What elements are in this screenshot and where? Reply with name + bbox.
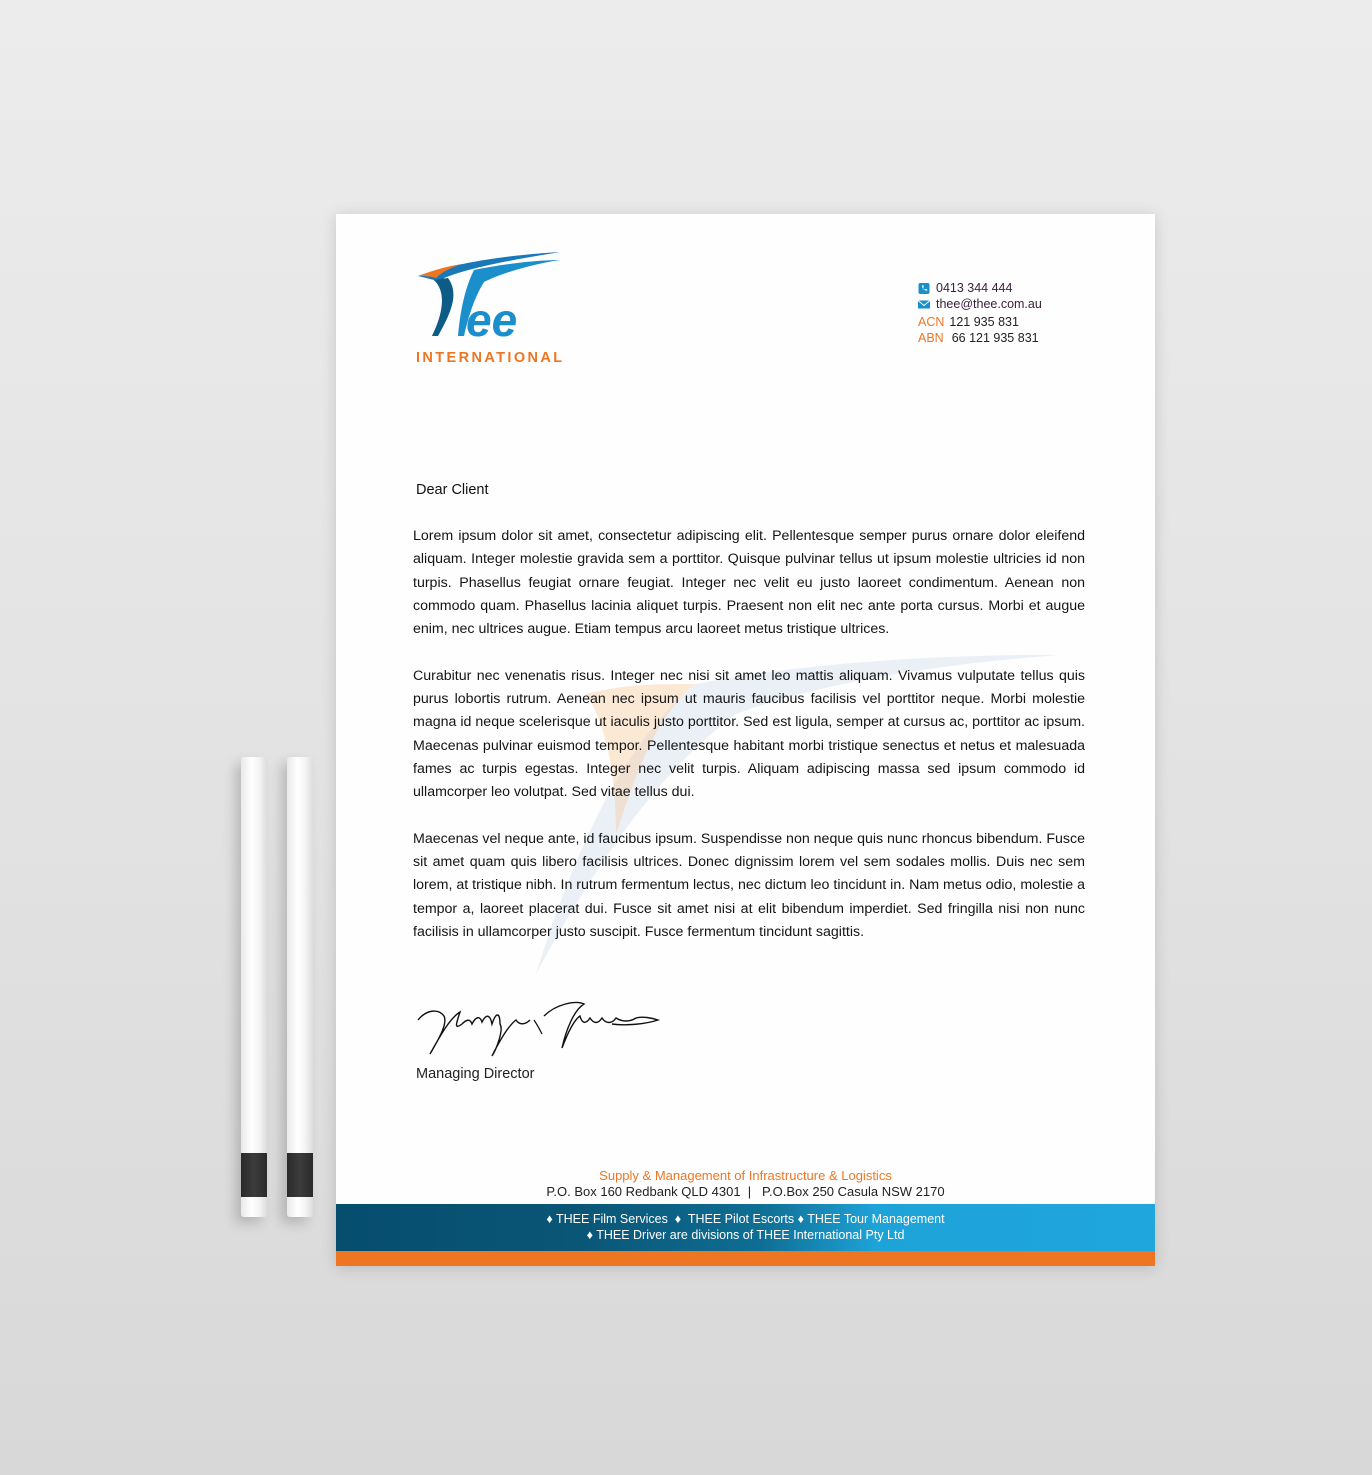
paragraph: Lorem ipsum dolor sit amet, consectetur adipiscing elit. Pellentesque semper purus ornare dolor eleifend aliquam. Integer molestie gravida sem a porttitor. Quisque pulvinar tellus ut ipsum molestie ultricies id non turpis. Phasellus feugiat ornare feugiat. Integer nec velit eu justo laoreet condimentum. Aenean non commodo quam. Phasellus lacinia aliquet turpis. Praesent non elit nec ante porta cursus. Morbi et augue enim, nec ultrices augue. Etiam tempus arcu laoreet metus tristique ultrices.	[413, 528, 1085, 638]
svg-text:ee: ee	[466, 294, 518, 346]
phone-number[interactable]: 0413 344 444	[936, 281, 1013, 295]
pen-band	[287, 1153, 313, 1197]
letterhead-page	[336, 214, 1155, 1266]
email-row	[918, 296, 1042, 312]
signer-title: Managing Director	[416, 1066, 535, 1082]
paragraph: Curabitur nec venenatis risus. Integer nec nisi sit amet leo mattis aliquam. Vivamus vulputate tellus quis purus lobortis rutrum. Aenean nec ipsum ut mauris faucibus facilisis vel porttitor neque. Morbi molestie magna id neque scelerisque ut iaculis justo porttitor. Sed est ligula, semper at cursus ac, porttitor ac ipsum. Maecenas pulvinar euismod tempor. Pellentesque habitant morbi tristique senectus et netus et malesuada fames ac turpis egestas. Integer nec velit turpis. Aliquam adipiscing massa sed ipsum commodo id ullamcorper leo volutpat. Sed vitae tellus dui.	[413, 667, 1085, 801]
footer-divisions-band	[336, 1204, 1155, 1251]
divisions-line-2: ♦ THEE Driver are divisions of THEE International Pty Ltd	[586, 1228, 905, 1242]
acn-value: 121 935 831	[949, 315, 1019, 329]
abn-value: 66 121 935 831	[951, 331, 1039, 345]
paragraph: Maecenas vel neque ante, id faucibus ipsum. Suspendisse non neque quis nunc rhoncus bibendum. Fusce sit amet quam quis libero facilisis ultrices. Donec dignissim lorem vel sem sodales mollis. Duis nec sem lorem, at tristique nibh. In rutrum fermentum lectus, nec dictum leo tincidunt in. Nam metus odio, molestie a tempor a, laoreet placerat dui. Fusce sit amet nisi at elit bibendum imperdiet. Sed fringilla nisi non nunc facilisis in ullamcorper justo suscipit. Fusce fermentum tincidunt sagittis.	[413, 830, 1085, 941]
footer-address: P.O. Box 160 Redbank QLD 4301 | P.O.Box 250 Casula NSW 2170	[546, 1184, 945, 1199]
envelope-icon	[918, 299, 930, 310]
letter-body	[413, 525, 1085, 968]
signature-icon	[416, 990, 661, 1060]
acn-label: ACN	[918, 315, 945, 329]
abn-row	[918, 330, 1042, 346]
pen-band	[241, 1153, 267, 1197]
phone-icon	[918, 283, 930, 294]
footer-orange-band	[336, 1251, 1155, 1266]
pen-right	[287, 757, 313, 1217]
phone-row	[918, 280, 1042, 296]
pen-left	[241, 757, 267, 1217]
email-address[interactable]: thee@thee.com.au	[936, 297, 1042, 311]
divisions-line-1: ♦ THEE Film Services ♦ THEE Pilot Escorts ♦ THEE Tour Management	[546, 1212, 945, 1226]
salutation: Dear Client	[416, 482, 489, 498]
abn-label: ABN	[918, 331, 944, 345]
acn-row	[918, 314, 1042, 330]
contact-block	[918, 280, 1042, 346]
logo-subword: INTERNATIONAL	[416, 350, 565, 366]
footer-tagline: Supply & Management of Infrastructure & Logistics	[599, 1168, 892, 1183]
